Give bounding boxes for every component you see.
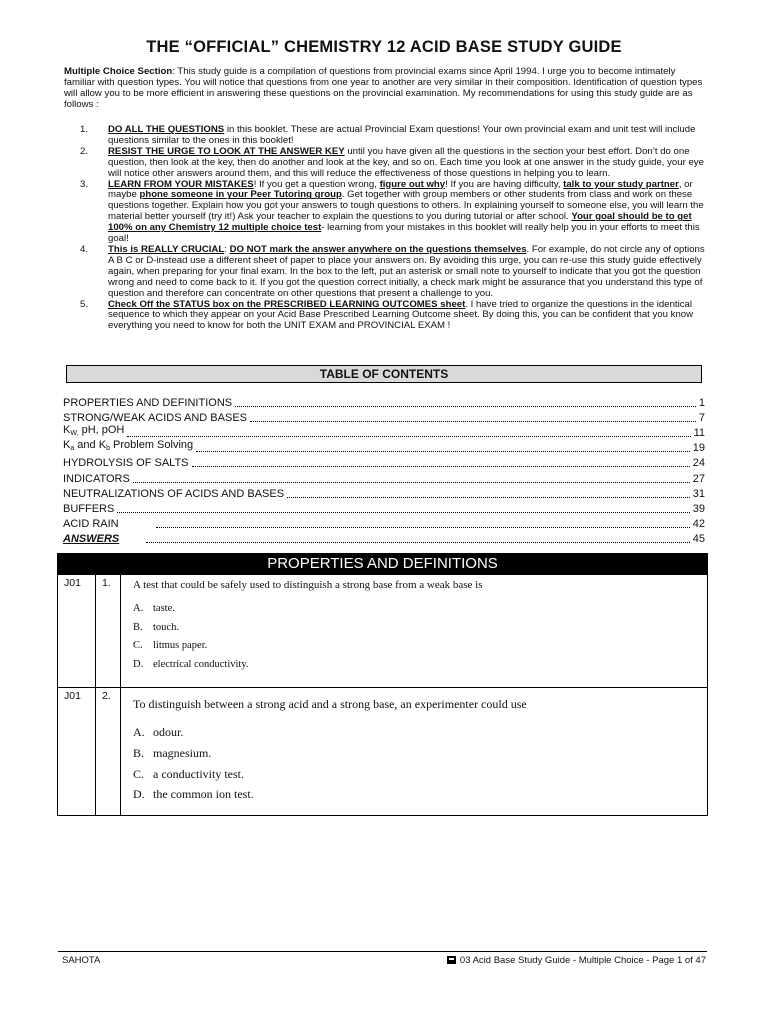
option-letter: C. <box>133 640 143 652</box>
toc-label-part: and K <box>74 439 107 452</box>
toc-leader <box>287 497 690 498</box>
toc-page: 27 <box>692 472 705 485</box>
option-text: odour. <box>153 725 184 739</box>
answer-option <box>133 784 707 805</box>
recommendation-emphasis: LEARN FROM YOUR MISTAKES <box>108 178 254 190</box>
footer-page-text: 03 Acid Base Study Guide - Multiple Choice - Page 1 of 47 <box>459 955 706 966</box>
recommendation-item <box>80 147 705 180</box>
option-letter: D. <box>133 787 145 802</box>
toc-label-part: pH, pOH <box>78 424 125 437</box>
footer-divider <box>58 951 707 952</box>
toc-leader <box>146 542 690 543</box>
footer-page-info <box>447 955 706 966</box>
toc-page: 1 <box>698 397 705 410</box>
intro-text: : This study guide is a compilation of questions from provincial exams since April 1994. I urge you to become intimately familiar with question types. You will notice that questions from one year to another are very similar in their composition. Identification of question types will allow you to be more efficient in answering these questions on the provincial examination. My recommendations for using this study guide are as follows : <box>64 66 703 110</box>
toc-label-subscript: W, <box>70 430 79 438</box>
document-icon <box>447 956 456 964</box>
option-text: magnesium. <box>153 745 212 760</box>
option-letter: A. <box>133 603 144 614</box>
option-letter: A. <box>133 725 145 739</box>
recommendation-text: . For example, do not circle any of options A B C or D-instead use a different sheet of paper to place your answers on. By avoiding this urge, you can re-use this study guide effectively again, when preparing for your final exam. In the box to the left, put an asterisk or small note to yourself to indicate that you got the question wrong and need to come back to it. If you got the question correct initially, a check mark might be assurance that you understand this type of question and therefore can concentrate on other questions that present a challenge to you. <box>108 243 705 299</box>
section-heading: PROPERTIES AND DEFINITIONS <box>57 553 708 574</box>
intro-paragraph <box>64 66 704 110</box>
intro-label: Multiple Choice Section <box>64 66 173 77</box>
questions-table <box>57 574 708 816</box>
toc-label: BUFFERS <box>63 502 115 515</box>
toc-leader <box>196 451 690 452</box>
toc-label <box>63 439 193 455</box>
question-row <box>58 688 708 816</box>
toc-entry-neutralizations[interactable] <box>63 486 705 501</box>
toc-leader <box>250 421 696 422</box>
option-letter: C. <box>133 766 145 781</box>
toc-label-subscript: b <box>106 445 110 453</box>
toc-entry-acid-rain[interactable] <box>63 516 705 531</box>
recommendation-emphasis: DO ALL THE QUESTIONS <box>108 124 225 135</box>
option-letter: B. <box>133 745 145 760</box>
recommendation-item <box>80 245 705 300</box>
table-of-contents <box>63 395 705 546</box>
toc-page: 24 <box>692 457 705 470</box>
toc-label: STRONG/WEAK ACIDS AND BASES <box>63 412 247 425</box>
option-text: touch. <box>153 621 179 633</box>
question-code[interactable]: J01 <box>58 688 96 816</box>
recommendation-emphasis: phone someone in your Peer Tutoring group <box>139 189 342 201</box>
toc-entry-strong-weak[interactable] <box>63 410 705 425</box>
toc-entry-hydrolysis[interactable] <box>63 455 705 470</box>
toc-leader <box>156 527 690 528</box>
toc-label-part: Problem Solving <box>109 439 194 452</box>
option-letter: D. <box>133 658 144 670</box>
recommendations-list <box>80 125 705 332</box>
toc-page: 19 <box>692 442 705 455</box>
question-code[interactable]: J01 <box>58 575 96 688</box>
question-body <box>121 688 708 816</box>
toc-leader <box>192 466 690 467</box>
recommendation-text: in this booklet. These are actual Provincial Exam questions! Your own provincial exam and unit test will include questions similar to the ones in this booklet! <box>108 124 696 146</box>
recommendation-number: 3. <box>80 178 89 190</box>
option-text: taste. <box>153 603 175 614</box>
option-letter: B. <box>133 621 143 633</box>
recommendation-text: : <box>224 243 230 255</box>
recommendation-number: 1. <box>80 124 89 135</box>
answer-option <box>133 600 707 619</box>
recommendation-emphasis: This is REALLY CRUCIAL <box>108 243 225 255</box>
toc-entry-answers[interactable] <box>63 531 705 546</box>
recommendation-emphasis: talk to your study partner <box>563 178 679 190</box>
toc-label-part: K <box>63 439 71 452</box>
toc-leader <box>133 482 690 483</box>
toc-page: 39 <box>692 502 705 515</box>
page-title: THE “OFFICIAL” CHEMISTRY 12 ACID BASE STUDY GUIDE <box>146 38 622 56</box>
question-number: 1. <box>96 575 121 688</box>
recommendation-item <box>80 125 705 147</box>
question-stem: To distinguish between a strong acid and a strong base, an experimenter could use <box>133 697 527 711</box>
recommendation-number: 5. <box>80 298 89 310</box>
recommendation-text: ! If you are having difficulty, <box>445 178 564 190</box>
toc-page: 31 <box>692 487 705 500</box>
recommendation-text: until you have given all the questions in the section your best effort. Don’t do one question, then look at the key, then do another and look at the key, and so on. Each time you look at one answer in the study guide, your eye will notice other answers around them, and this will reduce the effectiveness of those questions in helping you to learn. <box>108 145 704 179</box>
recommendation-item <box>80 180 705 245</box>
footer-author: SAHOTA <box>62 955 101 966</box>
toc-entry-buffers[interactable] <box>63 501 705 516</box>
recommendation-emphasis: RESIST THE URGE TO LOOK AT THE ANSWER KEY <box>108 145 345 157</box>
recommendation-text: ! If you get a question wrong, <box>253 178 380 190</box>
question-body <box>121 575 708 688</box>
toc-label: PROPERTIES AND DEFINITIONS <box>63 397 233 410</box>
toc-page: 7 <box>698 412 705 425</box>
recommendation-number: 4. <box>80 243 89 255</box>
toc-leader <box>127 436 690 437</box>
toc-label: INDICATORS <box>63 472 130 485</box>
toc-page: 45 <box>692 532 705 545</box>
toc-leader <box>235 406 696 407</box>
answer-option <box>133 764 707 785</box>
question-number: 2. <box>96 688 121 816</box>
toc-label-subscript: a <box>70 445 75 453</box>
option-text: litmus paper. <box>153 640 208 652</box>
recommendation-text: . I have tried to organize the questions in the identical sequence to which they appear on your Acid Base Prescribed Learning Outcome sheet. By doing this, you can be confident that you know everything you need to know for both the UNIT EXAM and PROVINCIAL EXAM ! <box>108 298 694 332</box>
option-text: a conductivity test. <box>153 766 244 781</box>
answer-option <box>133 743 707 764</box>
recommendation-text: , or maybe <box>108 178 693 201</box>
toc-entry-ka-kb[interactable] <box>63 440 705 455</box>
option-text: electrical conductivity. <box>153 658 249 670</box>
toc-page: 42 <box>692 517 705 530</box>
recommendation-emphasis: Your goal should be to get 100% on any Chemistry 12 multiple choice test <box>108 211 692 234</box>
toc-label-part: K <box>63 424 71 437</box>
toc-label: ACID RAIN <box>63 517 119 530</box>
toc-entry-indicators[interactable] <box>63 470 705 485</box>
answer-option <box>133 656 707 675</box>
toc-page: 11 <box>693 427 705 440</box>
recommendation-emphasis: Check Off the STATUS box on the PRESCRIBED LEARNING OUTCOMES sheet <box>108 298 466 310</box>
answer-option <box>133 722 707 743</box>
recommendation-text: - learning from your mistakes in this booklet will really help you in your efforts to meet this goal! <box>108 222 700 245</box>
recommendation-item <box>80 300 705 333</box>
recommendation-text: . Get together with group members or other students from class and work on these questions together. Explain how you got your answers to tough questions to others. In explaining yourself to someone else, you will learn the material better yourself (try it!) Ask your teacher to explain the questions to you during tutorial or after school. <box>108 189 704 223</box>
toc-label: HYDROLYSIS OF SALTS <box>63 457 189 470</box>
option-text: the common ion test. <box>153 787 254 802</box>
recommendation-emphasis: figure out why <box>379 178 446 190</box>
answer-option <box>133 619 707 638</box>
recommendation-number: 2. <box>80 145 89 157</box>
toc-entry-properties[interactable] <box>63 395 705 410</box>
toc-leader <box>117 512 689 513</box>
answer-option <box>133 637 707 656</box>
toc-heading: TABLE OF CONTENTS <box>66 365 702 383</box>
toc-label: ANSWERS <box>63 532 120 545</box>
question-stem: A test that could be safely used to distinguish a strong base from a weak base is <box>133 579 483 591</box>
recommendation-emphasis: DO NOT mark the answer anywhere on the questions themselves <box>229 243 527 255</box>
question-row <box>58 575 708 688</box>
toc-entry-kw[interactable] <box>63 425 705 440</box>
toc-label: NEUTRALIZATIONS OF ACIDS AND BASES <box>63 487 285 500</box>
toc-label <box>63 424 124 440</box>
